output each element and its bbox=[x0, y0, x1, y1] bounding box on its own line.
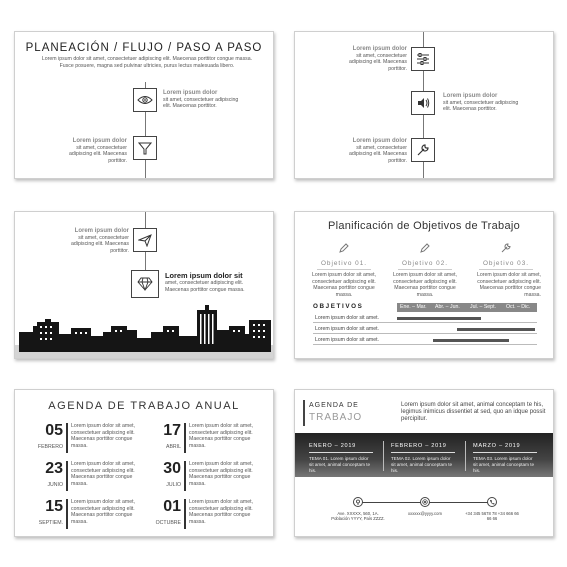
slide-flujo-ciudad[interactable] bbox=[14, 211, 274, 359]
objective-column bbox=[309, 240, 379, 298]
location-icon bbox=[353, 497, 363, 507]
column-divider bbox=[383, 441, 384, 471]
paper-plane-icon bbox=[133, 228, 157, 252]
step-title: Lorem ipsum dolor sit bbox=[165, 271, 243, 280]
event-divider bbox=[184, 461, 186, 491]
gantt-row bbox=[313, 313, 537, 323]
month-column bbox=[309, 443, 373, 474]
event-divider bbox=[66, 423, 68, 453]
wrench-icon bbox=[411, 138, 435, 162]
intro-text: Lorem ipsum dolor sit amet, animal conceptam te his, legimus inimicus dissentiet at sed, quo an idque possit percipitur. bbox=[401, 402, 546, 422]
event-month: JUNIO bbox=[47, 482, 63, 488]
event-day: 01 bbox=[163, 498, 181, 515]
objective-title: Objetivo 01. bbox=[320, 260, 368, 267]
event-divider bbox=[66, 461, 68, 491]
divider bbox=[391, 452, 455, 453]
event-month: SEPTIEM. bbox=[38, 520, 63, 526]
slide-flujo-continuacion[interactable] bbox=[294, 31, 554, 179]
month-text: TEMA 03. Lorem ipsum dolor sit amet, animal conceptam te his. bbox=[473, 456, 535, 473]
step-title: Lorem ipsum dolor bbox=[72, 138, 127, 144]
agenda-event bbox=[137, 422, 257, 456]
event-month: FEBRERO bbox=[37, 444, 63, 450]
funnel-icon bbox=[133, 136, 157, 160]
event-divider bbox=[66, 499, 68, 529]
month-label: FEBRERO – 2019 bbox=[391, 443, 447, 449]
step-text: sit amet, consectetuer adipiscing elit. Maecenas porttitor. bbox=[71, 234, 129, 254]
period-label: Ene. – Mar. bbox=[400, 304, 427, 310]
gantt-row-label: Lorem ipsum dolor sit amet. bbox=[315, 337, 380, 343]
divider bbox=[398, 269, 452, 270]
gantt-period-band bbox=[397, 303, 537, 312]
months-band bbox=[295, 433, 554, 477]
event-day: 05 bbox=[45, 422, 63, 439]
event-text: Lorem ipsum dolor sit amet, consectetuer adipiscing elit. Maecenas porttitor congue massa. bbox=[71, 423, 136, 449]
event-day: 17 bbox=[163, 422, 181, 439]
month-column bbox=[391, 443, 455, 474]
event-text: Lorem ipsum dolor sit amet, consectetuer adipiscing elit. Maecenas porttitor congue massa. bbox=[189, 423, 254, 449]
slide-subtitle: Lorem ipsum dolor sit amet, consectetuer adipiscing elit. Maecenas porttitor congue massa. Fusce posuere, magna sed pulvinar ultricies, purus lectus malesuada libero. bbox=[41, 56, 253, 69]
step-text: sit amet, consectetuer adipiscing elit. Maecenas porttitor. bbox=[69, 144, 127, 164]
objective-column bbox=[390, 240, 460, 298]
pencil-icon bbox=[339, 243, 349, 253]
agenda-event bbox=[19, 498, 139, 532]
slide-title: AGENDA DE TRABAJO ANUAL bbox=[48, 400, 240, 412]
step-text: sit amet, consectetuer adipiscing elit. Maecenas porttitor. bbox=[349, 144, 407, 164]
step-two bbox=[443, 93, 523, 113]
divider bbox=[317, 269, 371, 270]
period-label: Jul. – Sept. bbox=[470, 304, 496, 310]
gantt-bar bbox=[457, 328, 535, 331]
agenda-event bbox=[19, 422, 139, 456]
month-label: ENERO – 2019 bbox=[309, 443, 356, 449]
title-line-two: TRABAJO bbox=[309, 412, 363, 423]
title-line-one: AGENDA DE bbox=[309, 402, 359, 409]
step-two bbox=[55, 138, 127, 164]
event-month: JULIO bbox=[166, 482, 181, 488]
month-text: TEMA 02. Lorem ipsum dolor sit amet, animal conceptam te his. bbox=[391, 456, 453, 473]
contact-phone: +34 345 5678 78 +34 666 66 66 66 bbox=[465, 511, 519, 522]
title-accent-bar bbox=[303, 400, 305, 426]
contact-address: Ave. XXXXX, 560, 1A. Población YYYY, País ZZZZ. bbox=[331, 511, 385, 522]
pencil-icon bbox=[420, 243, 430, 253]
contact-email: xxxxxx@yyyy.com bbox=[408, 511, 442, 516]
gantt-row bbox=[313, 324, 537, 334]
gantt-bar bbox=[397, 317, 481, 320]
step-title: Lorem ipsum dolor bbox=[163, 90, 218, 96]
step-text: sit amet, consectetuer adipiscing elit. Maecenas porttitor. bbox=[163, 96, 239, 110]
event-day: 30 bbox=[163, 460, 181, 477]
step-one bbox=[333, 46, 407, 72]
agenda-event bbox=[137, 498, 257, 532]
slide-title: Planificación de Objetivos de Trabajo bbox=[327, 220, 521, 232]
gantt-header bbox=[313, 303, 537, 312]
objective-text: Lorem ipsum dolor sit amet, consectetuer adipiscing elit. Maecenas porttitor congue massa. bbox=[392, 272, 457, 298]
sliders-icon bbox=[411, 47, 435, 71]
event-month: ABRIL bbox=[166, 444, 181, 450]
divider bbox=[479, 269, 533, 270]
agenda-event bbox=[137, 460, 257, 494]
event-divider bbox=[184, 499, 186, 529]
eye-icon bbox=[133, 88, 157, 112]
step-title: Lorem ipsum dolor bbox=[74, 228, 129, 234]
objective-title: Objetivo 02. bbox=[401, 260, 449, 267]
gantt-row-label: Lorem ipsum dolor sit amet. bbox=[315, 315, 380, 321]
step-three bbox=[333, 138, 407, 164]
event-text: Lorem ipsum dolor sit amet, consectetuer adipiscing elit. Maecenas porttitor congue massa. bbox=[189, 499, 254, 525]
gantt-bar bbox=[433, 339, 509, 342]
step-title: Lorem ipsum dolor bbox=[352, 138, 407, 144]
month-column bbox=[473, 443, 537, 474]
event-day: 23 bbox=[45, 460, 63, 477]
event-month: OCTUBRE bbox=[155, 520, 181, 526]
event-text: Lorem ipsum dolor sit amet, consectetuer adipiscing elit. Maecenas porttitor congue massa. bbox=[189, 461, 254, 487]
step-title: Lorem ipsum dolor bbox=[352, 46, 407, 52]
divider bbox=[473, 452, 537, 453]
step-text: sit amet, consectetuer adipiscing elit. Maecenas porttitor. bbox=[349, 52, 407, 72]
diamond-icon bbox=[131, 270, 159, 298]
at-sign-icon bbox=[420, 497, 430, 507]
objective-text: Lorem ipsum dolor sit amet, consectetuer adipiscing elit. Maecenas porttitor congue massa. bbox=[476, 272, 541, 298]
period-label: Abr. – Jun. bbox=[435, 304, 460, 310]
month-text: TEMA 01. Lorem ipsum dolor sit amet, animal conceptam te his. bbox=[309, 456, 371, 473]
step-text: sit amet, consectetuer adipiscing elit. Maecenas porttitor. bbox=[443, 99, 519, 113]
step-text: amet, consectetuer adipiscing elit. Maecenas porttitor congue massa. bbox=[165, 280, 245, 293]
event-divider bbox=[184, 423, 186, 453]
wrench-icon bbox=[501, 243, 511, 253]
step-one bbox=[57, 228, 129, 254]
objective-text: Lorem ipsum dolor sit amet, consectetuer adipiscing elit. Maecenas porttitor congue massa. bbox=[311, 272, 376, 298]
slide-agenda-de-trabajo[interactable] bbox=[294, 389, 554, 537]
slide-agenda-anual[interactable] bbox=[14, 389, 274, 537]
gantt-row-label: Lorem ipsum dolor sit amet. bbox=[315, 326, 380, 332]
slide-planeacion-flujo[interactable] bbox=[14, 31, 274, 179]
period-label: Oct. – Dic. bbox=[506, 304, 531, 310]
event-text: Lorem ipsum dolor sit amet, consectetuer adipiscing elit. Maecenas porttitor congue massa. bbox=[71, 461, 136, 487]
speaker-icon bbox=[411, 91, 435, 115]
step-two bbox=[165, 272, 247, 293]
event-day: 15 bbox=[45, 498, 63, 515]
objective-column bbox=[471, 240, 541, 298]
month-label: MARZO – 2019 bbox=[473, 443, 521, 449]
agenda-event bbox=[19, 460, 139, 494]
slide-title: PLANEACIÓN / FLUJO / PASO A PASO bbox=[25, 42, 263, 54]
event-text: Lorem ipsum dolor sit amet, consectetuer adipiscing elit. Maecenas porttitor congue massa. bbox=[71, 499, 136, 525]
step-title: Lorem ipsum dolor bbox=[443, 93, 498, 99]
phone-icon bbox=[487, 497, 497, 507]
slide-planificacion-objetivos[interactable] bbox=[294, 211, 554, 359]
city-skyline-image bbox=[15, 304, 274, 352]
column-divider bbox=[465, 441, 466, 471]
divider bbox=[309, 452, 373, 453]
gantt-label: OBJETIVOS bbox=[313, 303, 364, 310]
step-one bbox=[163, 90, 243, 110]
objective-title: Objetivo 03. bbox=[482, 260, 530, 267]
gantt-row bbox=[313, 335, 537, 345]
